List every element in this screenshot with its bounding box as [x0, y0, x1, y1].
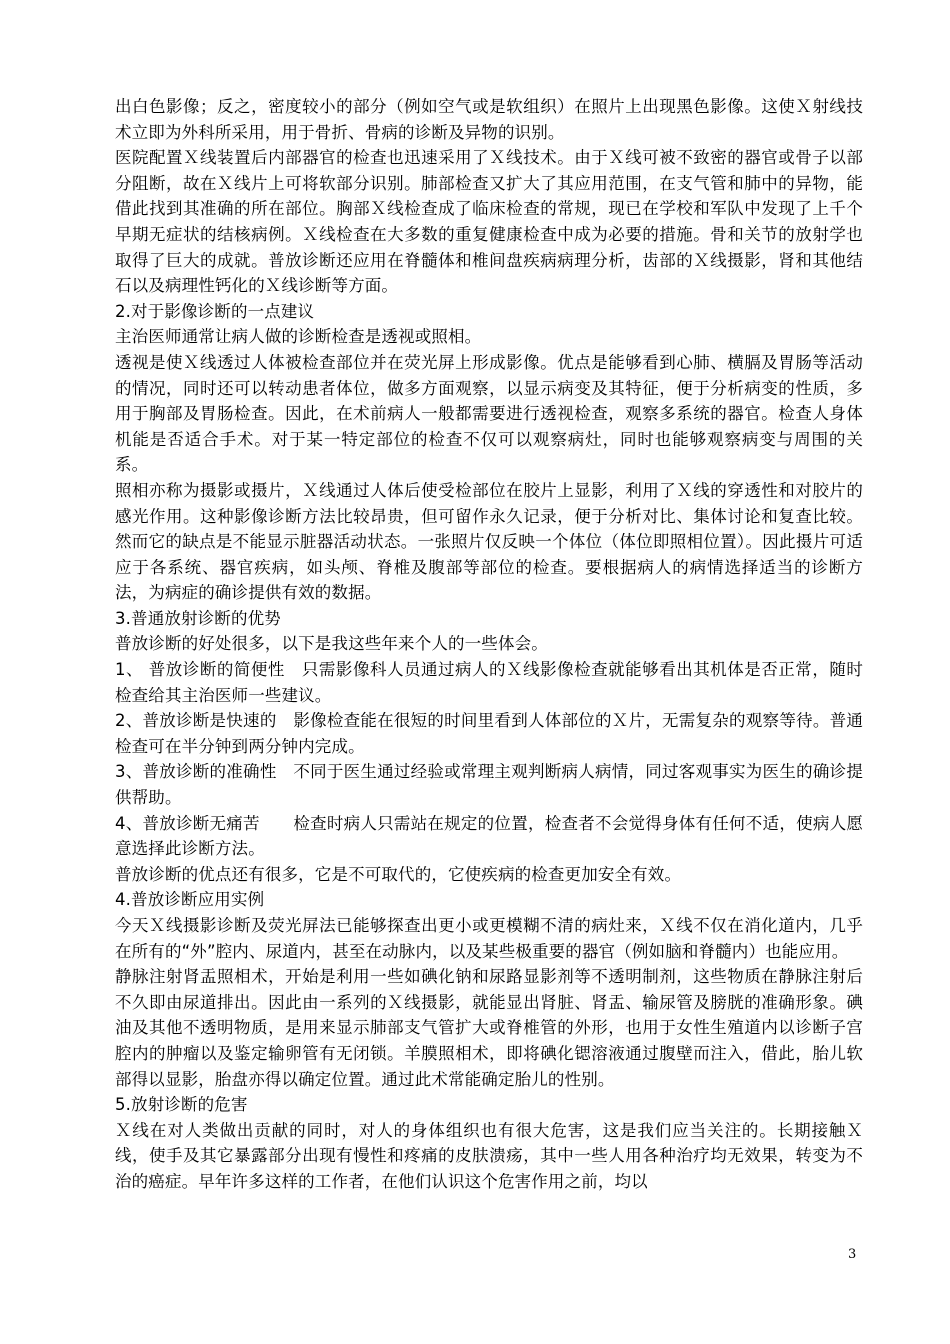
- document-body: [115, 94, 863, 1195]
- body-paragraph: 静脉注射肾盂照相术，开始是利用一些如碘化钠和尿路显影剂等不透明制剂，这些物质在静脉注射后不久即由尿道排出。因此由一系列的Ｘ线摄影，就能显出肾脏、肾盂、输尿管及膀胱的准确形象。碘油及其他不透明物质，是用来显示肺部支气管扩大或脊椎管的外形，也用于女性生殖道内以诊断子宫腔内的肿瘤以及鉴定输卵管有无闭锁。羊膜照相术，即将碘化锶溶液通过腹壁而注入，借此，胎儿软部得以显影，胎盘亦得以确定位置。通过此术常能确定胎儿的性别。: [115, 967, 863, 1089]
- body-paragraph: 今天Ｘ线摄影诊断及荧光屏法已能够探查出更小或更模糊不清的病灶来，Ｘ线不仅在消化道内，几乎在所有的“外”腔内、尿道内，甚至在动脉内，以及某些极重要的器官（例如脑和脊髓内）也能应用。: [115, 916, 863, 961]
- section-heading: 2.对于影像诊断的一点建议: [115, 301, 315, 321]
- section-heading: 5.放射诊断的危害: [115, 1095, 248, 1115]
- list-item: 2、普放诊断是快速的 影像检查能在很短的时间里看到人体部位的Ｘ片，无需复杂的观察等待。普通检查可在半分钟到两分钟内完成。: [115, 711, 863, 756]
- section-heading: 3.普通放射诊断的优势: [115, 608, 281, 628]
- body-paragraph: 透视是使Ｘ线透过人体被检查部位并在荧光屏上形成影像。优点是能够看到心肺、横膈及胃肠等活动的情况，同时还可以转动患者体位，做多方面观察，以显示病变及其特征，便于分析病变的性质，多用于胸部及胃肠检查。因此，在术前病人一般都需要进行透视检查，观察多系统的器官。检查人身体机能是否适合手术。对于某一特定部位的检查不仅可以观察病灶，同时也能够观察病变与周围的关系。: [115, 352, 863, 475]
- body-paragraph: Ｘ线在对人类做出贡献的同时，对人的身体组织也有很大危害，这是我们应当关注的。长期接触Ｘ线，使手及其它暴露部分出现有慢性和疼痛的皮肤溃疡，其中一些人用各种治疗均无效果，转变为不治的癌症。早年许多这样的工作者，在他们认识这个危害作用之前，均以: [115, 1120, 863, 1191]
- page-number: 3: [848, 1247, 857, 1262]
- body-paragraph: 医院配置Ｘ线装置后内部器官的检查也迅速采用了Ｘ线技术。由于Ｘ线可被不致密的器官或骨子以部分阻断，故在Ｘ线片上可将软部分识别。肺部检查又扩大了其应用范围，在支气管和肺中的异物，能借此找到其准确的所在部位。胸部Ｘ线检查成了临床检查的常规，现已在学校和军队中发现了上千个早期无症状的结核病例。Ｘ线检查在大多数的重复健康检查中成为必要的措施。骨和关节的放射学也取得了巨大的成就。普放诊断还应用在脊髓体和椎间盘疾病病理分析，齿部的Ｘ线摄影，肾和其他结石以及病理性钙化的Ｘ线诊断等方面。: [115, 148, 863, 296]
- body-paragraph: 普放诊断的优点还有很多，它是不可取代的，它使疾病的检查更加安全有效。: [115, 864, 682, 884]
- body-paragraph: 主治医师通常让病人做的诊断检查是透视或照相。: [115, 327, 482, 347]
- list-item: 3、普放诊断的准确性 不同于医生通过经验或常理主观判断病人病情，同过客观事实为医生的确诊提供帮助。: [115, 762, 863, 808]
- section-heading: 4.普放诊断应用实例: [115, 890, 265, 910]
- list-item: 1、 普放诊断的简便性 只需影像科人员通过病人的Ｘ线影像检查就能够看出其机体是否正常，随时检查给其主治医师一些建议。: [115, 660, 863, 705]
- body-paragraph: 出白色影像；反之，密度较小的部分（例如空气或是软组织）在照片上出现黑色影像。这使Ｘ射线技术立即为外科所采用，用于骨折、骨病的诊断及异物的识别。: [115, 97, 863, 142]
- list-item: 4、普放诊断无痛苦 检查时病人只需站在规定的位置，检查者不会觉得身体有任何不适，使病人愿意选择此诊断方法。: [115, 813, 863, 859]
- body-paragraph: 普放诊断的好处很多，以下是我这些年来个人的一些体会。: [115, 634, 548, 654]
- body-paragraph: 照相亦称为摄影或摄片，Ｘ线通过人体后使受检部位在胶片上显影，利用了Ｘ线的穿透性和对胶片的感光作用。这种影像诊断方法比较昂贵，但可留作永久记录，便于分析对比、集体讨论和复查比较。然而它的缺点是不能显示脏器活动状态。一张照片仅反映一个体位（体位即照相位置）。因此摄片可适应于各系统、器官疾病，如头颅、脊椎及腹部等部位的检查。要根据病人的病情选择适当的诊断方法，为病症的确诊提供有效的数据。: [115, 480, 863, 603]
